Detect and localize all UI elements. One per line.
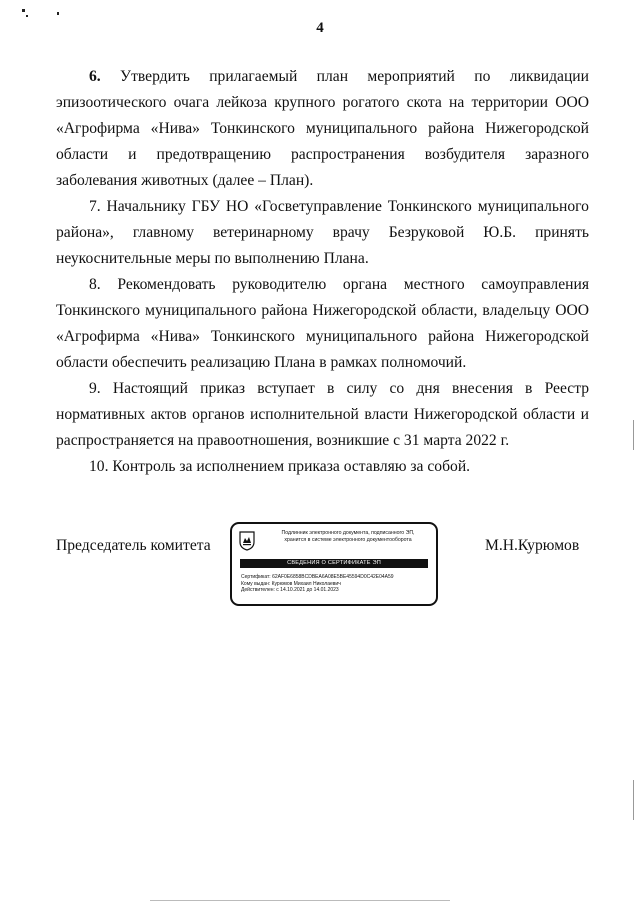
certificate-label: Сертификат:	[241, 574, 271, 580]
paragraph-number: 9.	[89, 380, 101, 397]
paragraph-text: Настоящий приказ вступает в силу со дня внесения в Реестр нормативных актов органов исполнительной власти Нижегородской области и распространяется на правоотношения, возникшие с 31 марта 2022 г.	[56, 380, 589, 449]
paragraph-text: Утвердить прилагаемый план мероприятий по ликвидации эпизоотического очага лейкоза крупного рогатого скота на территории ООО «Агрофирма «Нива» Тонкинского муниципального района Нижегородской области и предотвращению распространения возбудителя заразного заболевания животных (далее – План).	[56, 68, 589, 189]
stamp-header-line: хранится в системе электронного документооборота	[284, 537, 412, 543]
validity-label: Действителен:	[241, 587, 275, 593]
page-number: 4	[316, 20, 324, 36]
signatory-name: М.Н.Курюмов	[485, 537, 580, 554]
coat-of-arms-icon	[239, 531, 255, 551]
paragraph-number: 7.	[89, 198, 101, 215]
scan-speck	[26, 15, 28, 17]
stamp-header	[260, 530, 436, 544]
paragraph-text: Рекомендовать руководителю органа местного самоуправления Тонкинского муниципального района Нижегородской области, владельцу ООО «Агрофирма «Нива» Тонкинского муниципального района Нижегородской области обеспечить реализацию Плана в рамках полномочий.	[56, 276, 589, 371]
validity-row	[241, 587, 433, 594]
electronic-signature-stamp	[230, 522, 438, 606]
paragraph-number: 8.	[89, 276, 101, 293]
paragraph-6	[56, 64, 589, 194]
paragraph-8	[56, 272, 589, 376]
paragraph-7	[56, 194, 589, 272]
paragraph-text: Начальнику ГБУ НО «Госветуправление Тонкинского муниципального района», главному ветеринарному врачу Безруковой Ю.Б. принять неукоснительные меры по выполнению Плана.	[56, 198, 589, 267]
signatory-position: Председатель комитета	[56, 537, 211, 554]
paragraph-text: Контроль за исполнением приказа оставляю за собой.	[112, 458, 471, 475]
stamp-header-line: Подлинник электронного документа, подписанного ЭП,	[281, 530, 415, 536]
issued-to-label: Кому выдан:	[241, 580, 271, 587]
stamp-details	[241, 574, 433, 594]
scan-speck	[150, 900, 450, 901]
scan-speck	[633, 780, 634, 820]
paragraph-10	[56, 454, 589, 480]
stamp-title: СВЕДЕНИЯ О СЕРТИФИКАТЕ ЭП	[240, 559, 428, 568]
paragraph-number: 6.	[89, 68, 101, 85]
scan-speck	[22, 9, 25, 12]
paragraph-number: 10.	[89, 458, 109, 475]
scan-speck	[633, 420, 634, 450]
paragraph-9	[56, 376, 589, 454]
validity-value: с 14.10.2021 до 14.01.2023	[276, 587, 339, 593]
certificate-value: 62AF0E6858BCDBEA6A08E5BE45594D0C42E04A59	[272, 574, 394, 580]
scan-speck	[57, 12, 59, 15]
issued-to-value: Курюмов Михаил Николаевич	[271, 580, 341, 587]
